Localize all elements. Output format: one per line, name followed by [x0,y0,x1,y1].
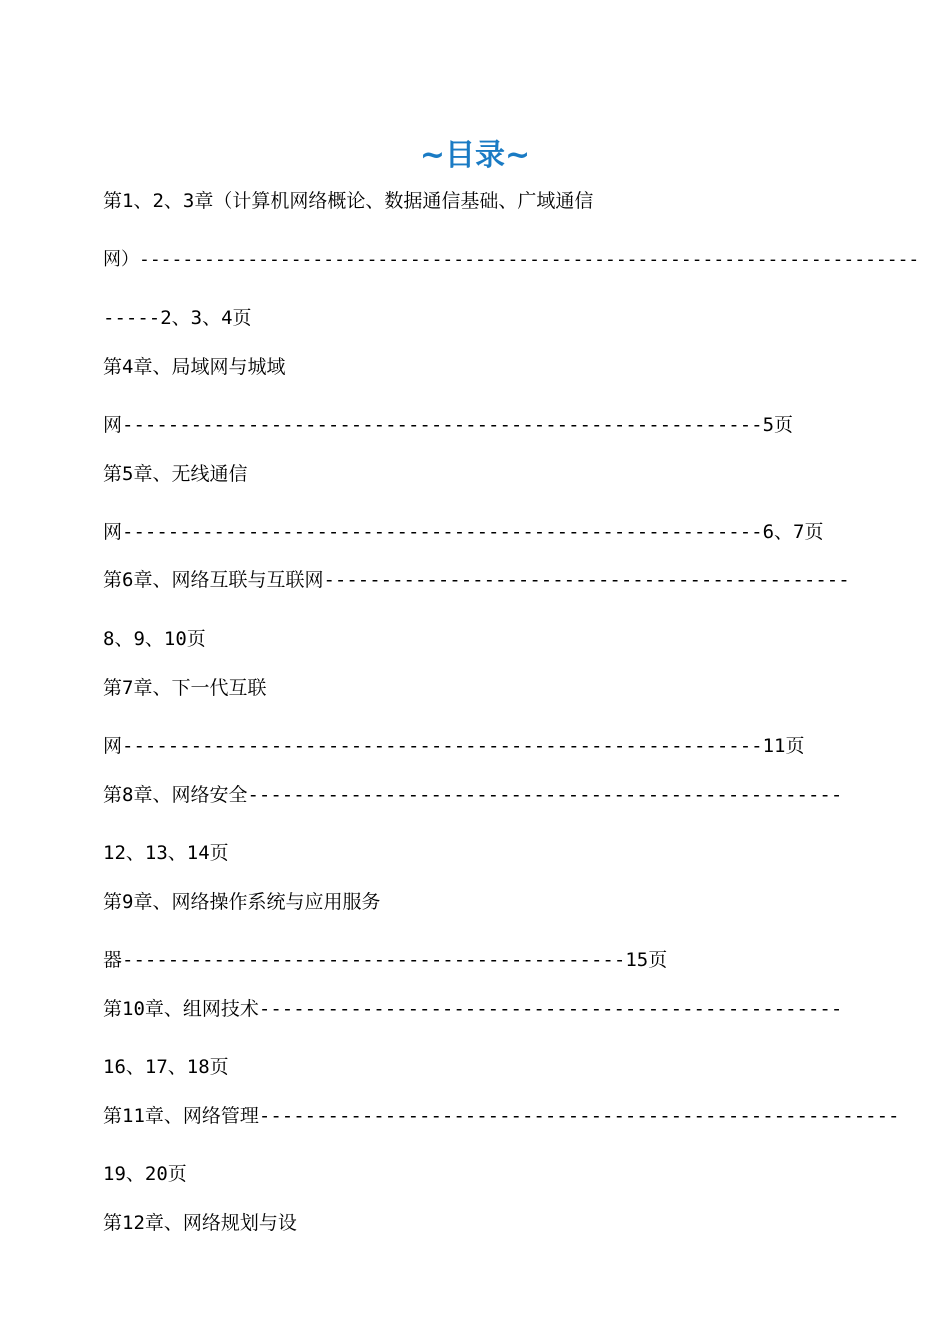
toc-line: -----2、3、4页 [103,307,252,329]
toc-line: 12、13、14页 [103,842,229,864]
toc-line: 第8章、网络安全---------------------------------------------------- [103,784,843,806]
toc-line: 第12章、网络规划与设 [103,1212,297,1234]
toc-line: 器--------------------------------------------15页 [103,949,668,971]
toc-line: 第5章、无线通信 [103,463,248,485]
toc-line: 网--------------------------------------------------------6、7页 [103,521,824,543]
toc-line: 第10章、组网技术--------------------------------------------------- [103,998,843,1020]
toc-line: 网）------------------------------------------------------------------------ [103,249,920,270]
toc-line: 网--------------------------------------------------------11页 [103,735,805,757]
toc-line: 第9章、网络操作系统与应用服务 [103,891,381,913]
toc-line: 第6章、网络互联与互联网---------------------------------------------- [103,569,850,591]
toc-line: 第11章、网络管理-------------------------------------------------------- [103,1105,900,1127]
toc-line: 8、9、10页 [103,628,206,650]
toc-line: 第1、2、3章（计算机网络概论、数据通信基础、广域通信 [103,190,594,212]
toc-line: 19、20页 [103,1163,187,1185]
toc-line: 第4章、局域网与城域 [103,356,286,378]
toc-title: ~目录~ [419,138,531,173]
toc-line: 网--------------------------------------------------------5页 [103,414,794,436]
toc-line: 第7章、下一代互联 [103,677,267,699]
toc-line: 16、17、18页 [103,1056,229,1078]
